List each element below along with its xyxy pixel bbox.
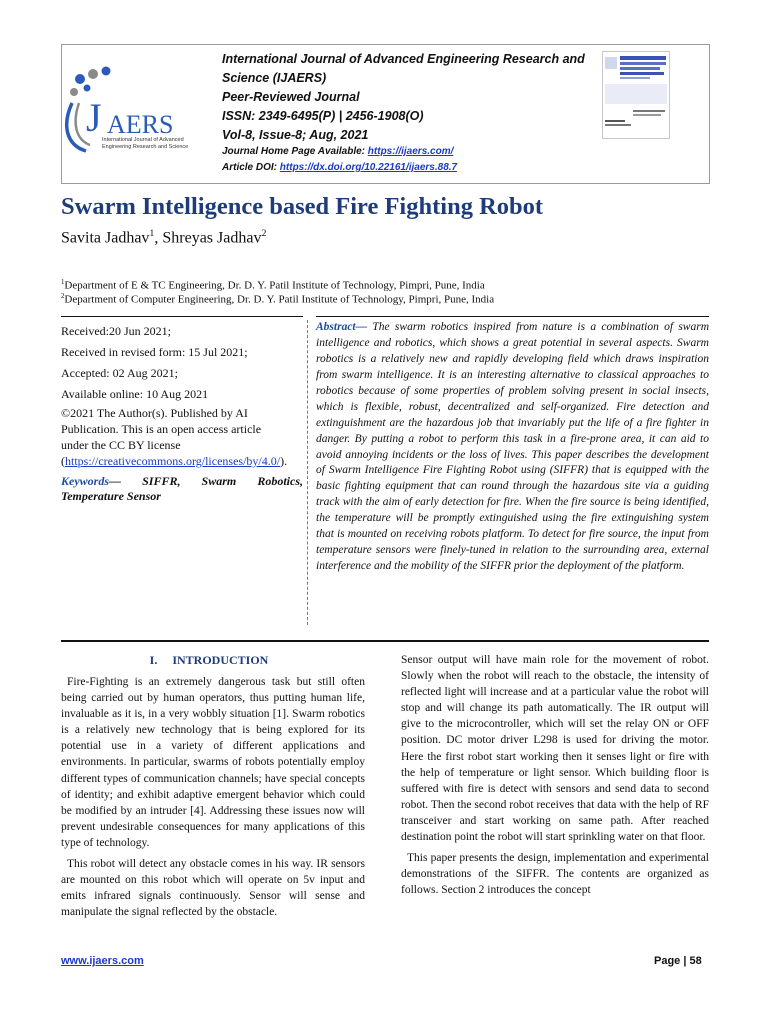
affiliation-text: Department of Computer Engineering, Dr. D. Y. Patil Institute of Technology, Pimpri, Pune, India bbox=[64, 293, 495, 306]
license-link[interactable]: https://creativecommons.org/licenses/by/4.0/ bbox=[65, 454, 281, 468]
page-separator: | bbox=[683, 955, 687, 967]
online-date: Available online: 10 Aug 2021 bbox=[61, 387, 209, 401]
license-line: ©2021 The Author(s). Published by AI bbox=[61, 406, 248, 420]
paragraph: This paper presents the design, implementation and experimental demonstrations of the SIFFR. The contents are organized as follows. Section 2 introduces the concept bbox=[401, 852, 709, 897]
accepted-date: Accepted: 02 Aug 2021; bbox=[61, 366, 178, 380]
author-name: Shreyas Jadhav bbox=[162, 229, 262, 247]
license-paren-open: ( bbox=[61, 454, 65, 468]
affiliation-mark: 2 bbox=[61, 293, 65, 300]
keywords-text: SIFFR, Swarm Robotics, bbox=[142, 474, 303, 488]
column-divider bbox=[307, 320, 308, 625]
keywords-line-2: Temperature Sensor bbox=[61, 489, 161, 503]
issn-text: ISSN: 2349-6495(P) | 2456-1908(O) bbox=[222, 109, 424, 123]
doi-label: Article DOI: bbox=[222, 162, 280, 173]
volume-text: Vol-8, Issue-8; Aug, 2021 bbox=[222, 128, 369, 142]
logo-caption-1: International Journal of Advanced bbox=[102, 137, 184, 143]
license-notice bbox=[61, 405, 303, 469]
affiliation-mark: 1 bbox=[61, 279, 65, 286]
license-line: under the CC BY license bbox=[61, 438, 181, 452]
author-affiliation-mark: 1 bbox=[149, 228, 155, 239]
license-link-line bbox=[61, 453, 303, 469]
page-label: Page bbox=[654, 955, 681, 967]
affiliation-2 bbox=[61, 293, 494, 306]
keywords-line bbox=[61, 473, 303, 489]
homepage-link[interactable]: https://ijaers.com/ bbox=[367, 146, 454, 157]
paragraph: This robot will detect any obstacle comes in his way. IR sensors are mounted on this robot which will operate on 5v input and emits infrared signals continuously. Sensor will sense and manipulate the signal reflected by the obstacle. bbox=[61, 858, 365, 919]
homepage-line bbox=[222, 146, 453, 157]
abstract-top-rule bbox=[316, 316, 709, 317]
svg-text:AERS: AERS bbox=[107, 110, 174, 139]
abstract-dash: — bbox=[355, 321, 373, 333]
author-list bbox=[61, 228, 266, 247]
homepage-label: Journal Home Page Available: bbox=[222, 146, 368, 157]
peer-reviewed-label: Peer-Reviewed Journal bbox=[222, 90, 360, 104]
affiliation-text: Department of E & TC Engineering, Dr. D. Y. Patil Institute of Technology, Pimpri, Pune, India bbox=[64, 279, 485, 292]
keywords-label: Keywords bbox=[61, 474, 109, 488]
logo-caption-2: Engineering Research and Science bbox=[102, 144, 189, 150]
journal-name-line-1: International Journal of Advanced Engineering Research and bbox=[222, 52, 585, 66]
doi-link[interactable]: https://dx.doi.org/10.22161/ijaers.88.7 bbox=[279, 162, 458, 173]
paragraph: Sensor output will have main role for the movement of robot. Slowly when the robot will reach to the obstacle, the intensity of reflected light will increase and at a particular value the robot will stop and will change its path automatically. The IR output will give to the microcontroller, which will set the relay ON or OFF position. DC motor driver L298 is used for driving the motor. Here the first robot start working then it senses light or fire with the help of temperature or light sensor. Which building floor is suffered with fire is detect with sensors and send data to second robot. Then the second robot receives that data with the help of RF transceiver and start working on same path. After reached destination point the robot will start sprinkling water on that floor. bbox=[401, 654, 709, 844]
journal-logo bbox=[62, 45, 210, 183]
section-rule bbox=[61, 640, 709, 642]
svg-text:J: J bbox=[86, 95, 102, 140]
journal-header bbox=[61, 44, 710, 184]
page-number-block bbox=[654, 955, 702, 967]
logo-graphic bbox=[62, 45, 210, 183]
revised-date: Received in revised form: 15 Jul 2021; bbox=[61, 345, 248, 359]
received-date: Received:20 Jun 2021; bbox=[61, 324, 171, 338]
author-name: Savita Jadhav bbox=[61, 229, 150, 247]
journal-name-line-2: Science (IJAERS) bbox=[222, 71, 327, 85]
left-column bbox=[61, 674, 365, 920]
abstract-text: The swarm robotics inspired from nature is a combination of swarm intelligence and robotics, which shows a great potential in several aspects. Swarm robotics is a relatively new and rapidly developing field which draws inspiration from swarm intelligence. It is an interesting alternative to classical approaches to robotics because of some properties of problem solving present in social insects, which is flexible, robust, decentralized and self-organized. Fire detection and extinguishment are the hazardous job that invariably put the life of a fire fighter in danger. By putting a robot to perform this task in a fire-prone area, it can aid to avoid annoying incidents or the loss of lives. This paper describes the development of Swarm Intelligence Fire Fighting Robot using (SIFFR) that is equipped with the basic fighting equipment that can round through the hazardous site via a guiding track with the aim of early detection for fire. When the fire source is being identified, the temperature will be promptly extinguished using the fire extinguishing system that is mounted on receiving robots platform. To detect for fire source, the input from temperature sensors were finely-tuned in relation to the surrounding area, external interference and the mobility of the SIFFR prior the deployment of the platform. bbox=[316, 321, 710, 573]
abstract-label: Abstract bbox=[316, 321, 356, 333]
section-heading bbox=[61, 653, 357, 668]
page-number: 58 bbox=[689, 955, 702, 967]
author-affiliation-mark: 2 bbox=[261, 228, 267, 239]
paper-title: Swarm Intelligence based Fire Fighting Robot bbox=[61, 193, 544, 220]
paragraph: Fire-Fighting is an extremely dangerous task but still often being carried out by human operators, thus putting human life, invaluable as it is, in a very wobbly situation [1]. Swarm robotics is a relatively new technology that is being explored for its potential use in a variety of different applications and environments. In particular, swarms of robots potentially employ different types of communication channels; have special concepts of identity; and exhibit adaptive emergent behavior which could be modified by an intruder [4]. Addressing these issues now will prevent undesirable consequences for many applications of this type of technology. bbox=[61, 676, 365, 849]
right-column bbox=[401, 652, 709, 898]
affiliation-1 bbox=[61, 279, 485, 292]
license-line: Publication. This is an open access article bbox=[61, 422, 262, 436]
doi-line bbox=[222, 162, 457, 173]
section-heading-text: I. INTRODUCTION bbox=[149, 653, 269, 667]
keywords-dash: — bbox=[109, 474, 121, 488]
journal-cover-thumbnail bbox=[602, 51, 670, 139]
abstract bbox=[316, 320, 709, 575]
info-top-rule bbox=[61, 316, 303, 317]
footer-website-link[interactable]: www.ijaers.com bbox=[61, 955, 144, 967]
author-separator: , bbox=[154, 229, 163, 247]
license-paren-close: ). bbox=[280, 454, 288, 468]
